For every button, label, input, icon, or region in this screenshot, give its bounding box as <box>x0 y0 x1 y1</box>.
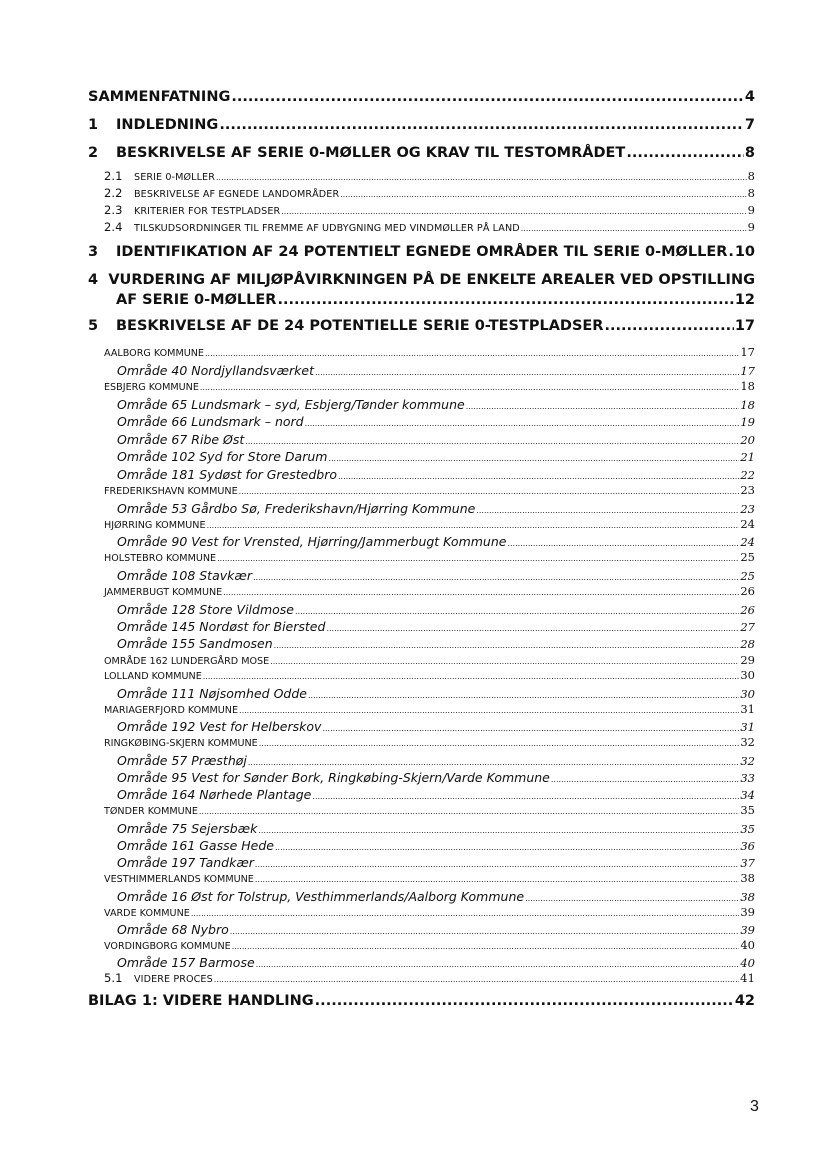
toc-leader <box>466 397 740 412</box>
toc-entry[interactable] <box>104 938 755 952</box>
toc-leader <box>507 534 739 549</box>
toc-leader <box>259 738 740 749</box>
toc-title: Område 155 Sandmosen <box>117 636 273 651</box>
toc-page-number: 37 <box>740 856 755 870</box>
toc-entry[interactable] <box>117 363 755 378</box>
toc-entry[interactable] <box>117 501 755 516</box>
toc-leader <box>308 686 739 701</box>
toc-page-number: 8 <box>747 169 755 183</box>
page-number: 3 <box>750 1098 759 1115</box>
toc-entry[interactable] <box>117 686 755 701</box>
toc-entry[interactable] <box>104 345 755 359</box>
toc-entry[interactable] <box>104 584 755 598</box>
toc-entry[interactable] <box>104 735 755 749</box>
toc-title: RINGKØBING-SKJERN KOMMUNE <box>104 738 258 749</box>
toc-entry[interactable] <box>104 203 755 217</box>
toc-title: Område 181 Sydøst for Grestedbro <box>117 467 337 482</box>
toc-page-number: 30 <box>740 668 755 682</box>
toc-page-number: 20 <box>740 433 755 447</box>
toc-leader <box>258 821 739 836</box>
toc-number: 5 <box>88 318 99 334</box>
toc-title: LOLLAND KOMMUNE <box>104 671 202 682</box>
toc-leader <box>255 874 739 885</box>
toc-leader <box>315 993 734 1009</box>
toc-leader <box>551 770 739 785</box>
toc-page-number: 4 <box>744 89 755 105</box>
toc-leader <box>214 974 739 985</box>
toc-page-number: 27 <box>740 620 755 634</box>
toc-title: VORDINGBORG KOMMUNE <box>104 941 231 952</box>
toc-page-number: 26 <box>740 603 755 617</box>
toc-entry[interactable] <box>104 871 755 885</box>
toc-page-number: 12 <box>734 292 755 308</box>
toc-title: Område 128 Store Vildmose <box>117 602 294 617</box>
toc-title: Område 66 Lundsmark – nord <box>117 414 304 429</box>
toc-page-number: 7 <box>744 117 755 133</box>
toc-title: Område 53 Gårdbo Sø, Frederikshavn/Hjørring Kommune <box>117 501 476 516</box>
toc-entry[interactable] <box>104 702 755 716</box>
toc-entry[interactable] <box>104 186 755 200</box>
toc-page-number: 28 <box>740 637 755 651</box>
toc-leader <box>274 636 740 651</box>
toc-page-number: 40 <box>740 956 755 970</box>
toc-page-number: 10 <box>734 244 755 260</box>
toc-title: INDLEDNING <box>116 117 219 133</box>
toc-title: VESTHIMMERLANDS KOMMUNE <box>104 874 254 885</box>
toc-entry[interactable] <box>104 668 755 682</box>
toc-page-number: 18 <box>740 398 755 412</box>
toc-page-number: 41 <box>740 971 755 985</box>
toc-entry[interactable] <box>104 483 755 497</box>
toc-title: FREDERIKSHAVN KOMMUNE <box>104 486 238 497</box>
toc-page-number: 30 <box>740 687 755 701</box>
toc-title: HJØRRING KOMMUNE <box>104 520 206 531</box>
toc-title: VURDERING AF MILJØPÅVIRKNINGEN PÅ DE ENKELTE AREALER VED OPSTILLING <box>108 272 755 288</box>
toc-title: Område 65 Lundsmark – syd, Esbjerg/Tønder kommune <box>117 397 465 412</box>
toc-leader <box>231 89 744 105</box>
toc-entry[interactable] <box>88 244 755 260</box>
toc-title: Område 145 Nordøst for Biersted <box>117 619 326 634</box>
toc-entry[interactable] <box>104 517 755 531</box>
toc-number: 4 <box>88 272 99 288</box>
toc-page-number: 21 <box>740 450 755 464</box>
toc-title: Område 102 Syd for Store Darum <box>117 449 328 464</box>
toc-leader <box>200 382 739 393</box>
toc-title: Område 75 Sejersbæk <box>117 821 258 836</box>
toc-number: 5.1 <box>104 971 123 985</box>
toc-title: Område 40 Nordjyllandsværket <box>117 363 315 378</box>
toc-page-number: 25 <box>740 569 755 583</box>
toc-title: Område 57 Præsthøj <box>117 753 247 768</box>
toc-title: Område 161 Gasse Hede <box>117 838 274 853</box>
toc-entry[interactable] <box>104 803 755 817</box>
toc-page-number: 40 <box>740 938 755 952</box>
toc-number: 3 <box>88 244 99 260</box>
toc-entry[interactable] <box>88 117 755 133</box>
toc-leader <box>521 223 747 234</box>
toc-number: 1 <box>88 117 99 133</box>
toc-title: Område 157 Barmose <box>117 955 255 970</box>
toc-page-number: 31 <box>740 720 755 734</box>
toc-page-number: 35 <box>740 822 755 836</box>
toc-leader <box>256 955 740 970</box>
toc-title: ESBJERG KOMMUNE <box>104 382 199 393</box>
toc-leader <box>207 520 740 531</box>
toc-page-number: 38 <box>740 871 755 885</box>
toc-leader <box>199 806 739 817</box>
toc-title: Område 68 Nybro <box>117 922 229 937</box>
toc-entry[interactable] <box>117 821 755 836</box>
toc-entry[interactable] <box>88 272 755 288</box>
toc-leader <box>230 922 740 937</box>
toc-entry[interactable] <box>117 955 755 970</box>
toc-entry[interactable] <box>104 905 755 919</box>
toc-page-number: 36 <box>740 839 755 853</box>
toc-leader <box>275 838 739 853</box>
toc-number: 2.3 <box>104 203 123 217</box>
toc-entry[interactable] <box>88 993 755 1009</box>
toc-page-number: 22 <box>740 468 755 482</box>
toc-page-number: 18 <box>740 379 755 393</box>
toc-page-number: 29 <box>740 653 755 667</box>
toc-title: Område 164 Nørhede Plantage <box>117 787 312 802</box>
toc-leader <box>217 553 739 564</box>
toc-title: Område 197 Tandkær <box>117 855 254 870</box>
toc-page-number: 42 <box>734 993 755 1009</box>
toc-title: SERIE 0-MØLLER <box>134 172 215 183</box>
toc-leader <box>277 292 733 308</box>
toc-entry[interactable] <box>117 467 755 482</box>
toc-leader <box>295 602 739 617</box>
toc-entry[interactable] <box>117 449 755 464</box>
toc-entry[interactable] <box>117 770 755 785</box>
toc-leader <box>255 855 739 870</box>
toc-title: IDENTIFIKATION AF 24 POTENTIELT EGNEDE OMRÅDER TIL SERIE 0-MØLLER <box>116 244 728 260</box>
toc-title: Område 16 Øst for Tolstrup, Vesthimmerlands/Aalborg Kommune <box>117 889 525 904</box>
toc-page-number: 32 <box>740 735 755 749</box>
toc-title: Område 192 Vest for Helberskov <box>117 719 322 734</box>
toc-entry[interactable] <box>117 787 755 802</box>
toc-title: HOLSTEBRO KOMMUNE <box>104 553 217 564</box>
toc-leader <box>223 587 739 598</box>
toc-leader <box>232 941 740 952</box>
toc-leader <box>245 432 739 447</box>
toc-leader <box>328 449 739 464</box>
toc-entry[interactable] <box>117 636 755 651</box>
toc-entry[interactable] <box>117 922 755 937</box>
toc-leader <box>728 244 733 260</box>
toc-page-number: 23 <box>740 483 755 497</box>
toc-number: 2.4 <box>104 220 123 234</box>
toc-page-number: 17 <box>734 318 755 334</box>
toc-leader <box>604 318 733 334</box>
toc-title: AF SERIE 0-MØLLER <box>116 292 277 308</box>
toc-title: Område 95 Vest for Sønder Bork, Ringkøbing-Skjern/Varde Kommune <box>117 770 550 785</box>
toc-page-number: 24 <box>740 517 755 531</box>
toc-title: Område 108 Stavkær <box>117 568 252 583</box>
toc-leader <box>340 189 746 200</box>
toc-title: JAMMERBUGT KOMMUNE <box>104 587 223 598</box>
toc-page-number: 31 <box>740 702 755 716</box>
toc-page-number: 24 <box>740 535 755 549</box>
toc-leader <box>315 363 739 378</box>
toc-entry[interactable] <box>117 889 755 904</box>
toc-page-number: 17 <box>740 364 755 378</box>
toc-page-number: 34 <box>740 788 755 802</box>
toc-page-number: 17 <box>740 345 755 359</box>
toc-title: BESKRIVELSE AF EGNEDE LANDOMRÅDER <box>134 189 340 200</box>
toc-entry[interactable] <box>88 318 755 334</box>
toc-page-number: 26 <box>740 584 755 598</box>
toc-leader <box>253 568 739 583</box>
toc-leader <box>322 719 739 734</box>
toc-leader <box>281 206 746 217</box>
toc-entry[interactable] <box>88 145 755 161</box>
toc-page-number: 38 <box>740 890 755 904</box>
toc-entry[interactable] <box>104 653 755 667</box>
toc-leader <box>338 467 739 482</box>
toc-title: BESKRIVELSE AF DE 24 POTENTIELLE SERIE 0-TESTPLADSER <box>116 318 604 334</box>
toc-leader <box>216 172 747 183</box>
toc-page-number: 9 <box>747 220 755 234</box>
toc-title: BESKRIVELSE AF SERIE 0-MØLLER OG KRAV TIL TESTOMRÅDET <box>116 145 626 161</box>
toc-page-number: 25 <box>740 550 755 564</box>
toc-title: Område 111 Nøjsomhed Odde <box>117 686 307 701</box>
toc-entry[interactable] <box>117 432 755 447</box>
toc-entry[interactable] <box>117 568 755 583</box>
toc-entry[interactable] <box>117 414 755 429</box>
toc-entry[interactable] <box>104 379 755 393</box>
toc-page-number: 33 <box>740 771 755 785</box>
toc-page-number: 19 <box>740 415 755 429</box>
toc-leader <box>326 619 739 634</box>
toc-leader <box>305 414 740 429</box>
toc-leader <box>248 753 739 768</box>
toc-title: Område 90 Vest for Vrensted, Hjørring/Jammerbugt Kommune <box>117 534 507 549</box>
toc-title: Område 67 Ribe Øst <box>117 432 245 447</box>
toc-entry[interactable] <box>117 855 755 870</box>
toc-leader <box>626 145 744 161</box>
toc-entry[interactable] <box>117 534 755 549</box>
toc-title: TILSKUDSORDNINGER TIL FREMME AF UDBYGNING MED VINDMØLLER PÅ LAND <box>134 223 520 234</box>
toc-page-number: 8 <box>744 145 755 161</box>
toc-entry[interactable] <box>104 971 755 985</box>
toc-page-number: 8 <box>747 186 755 200</box>
toc-page-number: 39 <box>740 905 755 919</box>
toc-title: VIDERE PROCES <box>134 974 213 985</box>
toc-entry[interactable] <box>117 719 755 734</box>
toc-leader <box>203 671 740 682</box>
toc-number: 2.2 <box>104 186 123 200</box>
toc-leader <box>191 908 740 919</box>
toc-page-number: 35 <box>740 803 755 817</box>
toc-page-number: 39 <box>740 923 755 937</box>
toc-title: VARDE KOMMUNE <box>104 908 190 919</box>
toc-leader <box>312 787 739 802</box>
toc-page-number: 9 <box>747 203 755 217</box>
toc-leader <box>239 486 740 497</box>
toc-leader <box>219 117 744 133</box>
toc-entry[interactable] <box>117 602 755 617</box>
toc-leader <box>239 705 739 716</box>
toc-title: TØNDER KOMMUNE <box>104 806 198 817</box>
toc-leader <box>205 348 739 359</box>
toc-title: BILAG 1: VIDERE HANDLING <box>88 993 314 1009</box>
toc-title: SAMMENFATNING <box>88 89 231 105</box>
toc-entry[interactable] <box>88 89 755 105</box>
toc-entry[interactable] <box>104 220 755 234</box>
toc-leader <box>270 656 739 667</box>
toc-title: AALBORG KOMMUNE <box>104 348 204 359</box>
toc-entry[interactable] <box>104 169 755 183</box>
toc-title: OMRÅDE 162 LUNDERGÅRD MOSE <box>104 656 270 667</box>
toc-number: 2.1 <box>104 169 123 183</box>
toc-entry[interactable] <box>117 753 755 768</box>
toc-page-number: 23 <box>740 502 755 516</box>
toc-title: MARIAGERFJORD KOMMUNE <box>104 705 239 716</box>
toc-entry[interactable] <box>104 550 755 564</box>
toc-entry[interactable] <box>117 619 755 634</box>
toc-number: 2 <box>88 145 99 161</box>
toc-page-number: 32 <box>740 754 755 768</box>
toc-title: KRITERIER FOR TESTPLADSER <box>134 206 281 217</box>
toc-entry[interactable] <box>117 397 755 412</box>
toc-leader <box>525 889 739 904</box>
toc-leader <box>476 501 739 516</box>
toc-entry[interactable] <box>116 292 755 308</box>
toc-entry[interactable] <box>117 838 755 853</box>
